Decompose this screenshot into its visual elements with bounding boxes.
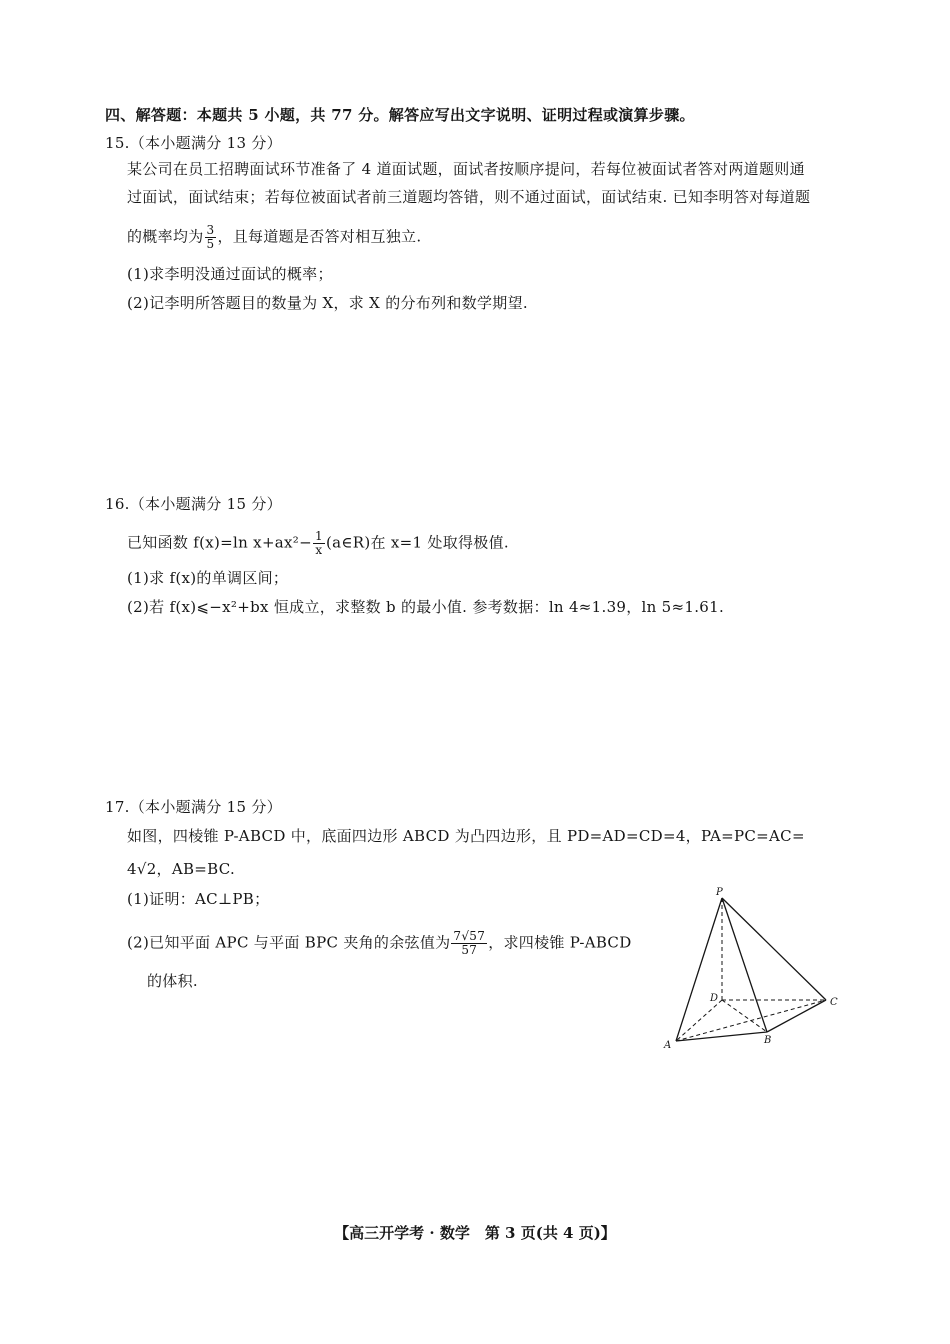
- edge-ab: [676, 1032, 767, 1041]
- q17-frac-den: 57: [461, 943, 478, 957]
- q16-frac-num: 1: [315, 529, 323, 543]
- q17-frac-num: 7√57: [453, 929, 486, 943]
- section-header: 四、解答题：本题共 5 小题，共 77 分。解答应写出文字说明、证明过程或演算步骤。: [105, 106, 695, 124]
- q17-part1: (1)证明：AC⊥PB；: [127, 890, 270, 908]
- edge-pa: [676, 898, 722, 1041]
- q15-text-line3: [127, 224, 421, 251]
- label-p: P: [716, 887, 723, 898]
- label-b: B: [764, 1035, 772, 1046]
- q17-part2: [127, 930, 632, 957]
- q16-frac-den: x: [315, 543, 323, 557]
- q15-line3-post: ，且每道题是否答对相互独立.: [217, 227, 422, 246]
- q16-text-line1: [127, 530, 509, 557]
- q17-heading: 17.（本小题满分 15 分）: [105, 798, 282, 816]
- q17-text-line2: 4√2，AB=BC.: [127, 860, 236, 878]
- pyramid-figure: [660, 885, 850, 1055]
- q17-text-line1: 如图，四棱锥 P-ABCD 中，底面四边形 ABCD 为凸四边形，且 PD=AD=CD=4，PA=PC=AC=: [127, 827, 805, 845]
- page-footer: 【高三开学考 · 数学 第 3 页(共 4 页)】: [334, 1224, 616, 1242]
- q15-probability-fraction: [205, 224, 217, 251]
- q15-part1: (1)求李明没通过面试的概率；: [127, 265, 333, 283]
- q15-frac-num: 3: [206, 223, 215, 237]
- q16-part2: (2)若 f(x)⩽−x²+bx 恒成立，求整数 b 的最小值. 参考数据：ln 4≈1.39，ln 5≈1.61.: [127, 598, 725, 616]
- edge-pc: [722, 898, 826, 1000]
- label-a: A: [664, 1040, 672, 1051]
- q16-part1: (1)求 f(x)的单调区间；: [127, 569, 289, 587]
- q15-frac-den: 5: [206, 237, 215, 251]
- q15-part2: (2)记李明所答题目的数量为 X，求 X 的分布列和数学期望.: [127, 294, 528, 312]
- label-d: D: [710, 993, 719, 1004]
- edge-pb: [722, 898, 767, 1032]
- q16-line1-post: (a∈R)在 x=1 处取得极值.: [325, 533, 509, 552]
- q15-text-line2: 过面试，面试结束；若每位被面试者前三道题均答错，则不通过面试，面试结束. 已知李明答对每道题: [127, 188, 811, 206]
- diagonal-db: [722, 1000, 767, 1032]
- q16-line1-pre: 已知函数 f(x)=ln x+ax²−: [127, 533, 312, 552]
- q17-part2-pre: (2)已知平面 APC 与平面 BPC 夹角的余弦值为: [127, 933, 451, 952]
- label-c: C: [830, 997, 838, 1008]
- q15-line3-pre: 的概率均为: [127, 227, 204, 246]
- q16-fraction: [313, 530, 325, 557]
- q15-heading: 15.（本小题满分 13 分）: [105, 134, 282, 152]
- q17-part2-continuation: 的体积.: [147, 972, 198, 990]
- q17-cosine-fraction: [451, 930, 487, 957]
- q17-part2-post: ，求四棱锥 P-ABCD: [488, 933, 632, 952]
- edge-bc: [767, 1000, 826, 1032]
- q15-text-line1: 某公司在员工招聘面试环节准备了 4 道面试题，面试者按顺序提问，若每位被面试者答对两道题则通: [127, 160, 805, 178]
- q16-heading: 16.（本小题满分 15 分）: [105, 495, 282, 513]
